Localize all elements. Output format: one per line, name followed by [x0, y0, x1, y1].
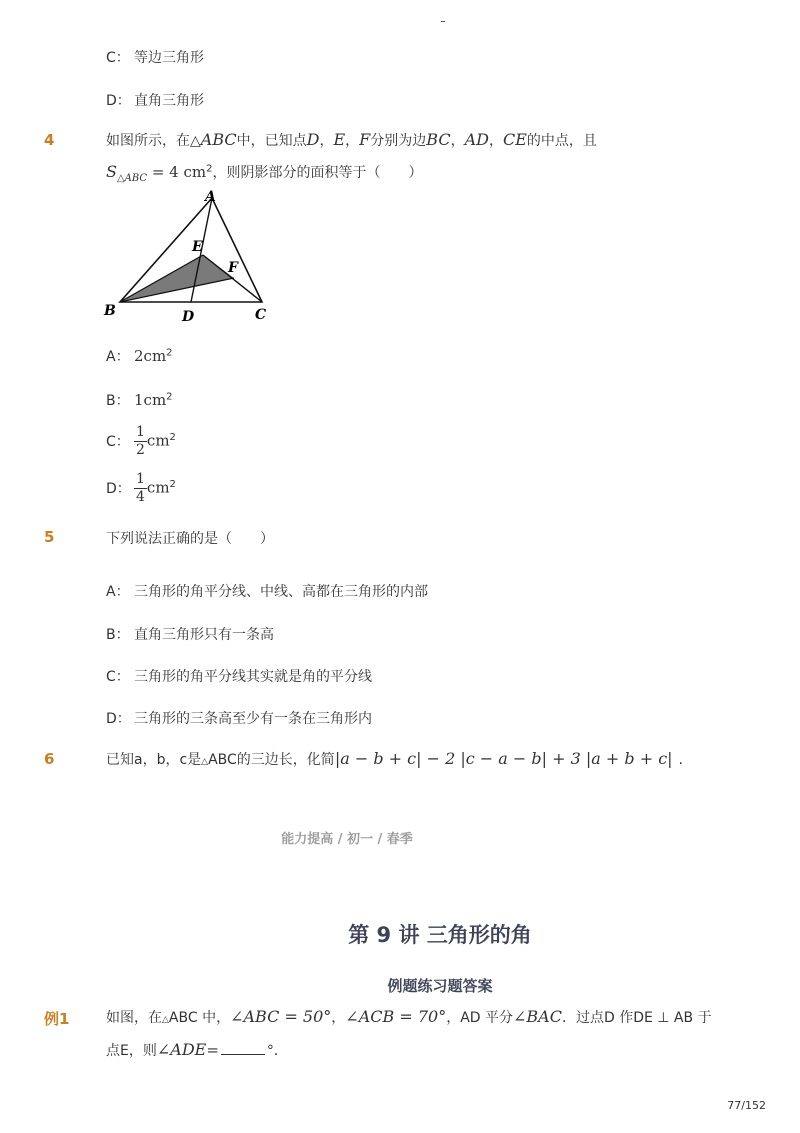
option-sup: 2	[166, 391, 173, 403]
option-letter: A：	[106, 584, 130, 600]
stem-text: .	[678, 752, 683, 768]
comma: ，	[319, 133, 334, 149]
option-c[interactable]	[106, 666, 372, 686]
question-6-stem	[106, 749, 683, 769]
option-sup: 2	[169, 431, 176, 443]
stem-text: 分别为边	[370, 133, 427, 149]
option-letter: D：	[106, 480, 131, 497]
option-letter: D：	[106, 711, 131, 727]
option-unit: cm	[146, 431, 170, 450]
comma: ，	[331, 1010, 346, 1026]
math-bc: BC	[426, 130, 451, 149]
option-text: 三角形的三条高至少有一条在三角形内	[134, 711, 372, 727]
math-d: D	[306, 130, 320, 149]
option-sup: 2	[169, 478, 176, 490]
numerator: 1	[136, 471, 145, 487]
question-number-6: 6	[44, 750, 55, 768]
example-1-line1	[106, 1007, 712, 1027]
option-letter: D：	[106, 93, 131, 109]
option-a[interactable]	[106, 346, 173, 366]
math-ce: CE	[502, 130, 527, 149]
option-letter: A：	[106, 349, 130, 365]
stem-text: 如图，在	[106, 1010, 162, 1026]
stem-text: 已知a，b，c是	[106, 752, 202, 768]
math-angle-bac: ∠BAC	[513, 1007, 562, 1026]
label-e: E	[192, 239, 203, 255]
option-text: 三角形的角平分线、中线、高都在三角形的内部	[134, 584, 428, 600]
option-unit: cm	[146, 478, 170, 497]
math-ad: AD	[464, 130, 489, 149]
denominator: 2	[136, 442, 145, 458]
shaded-region	[120, 255, 234, 302]
stem-text: ，AD 平分	[446, 1010, 514, 1026]
stem-text: 的中点，且	[526, 133, 597, 149]
comma: ，	[488, 133, 503, 149]
example-label: 例1	[44, 1010, 70, 1028]
section-title: 例题练习题答案	[387, 977, 493, 995]
label-a: A	[205, 189, 216, 205]
stem-text: ABC的三边长，化简	[208, 752, 335, 768]
stem-text: ABC 中，	[168, 1010, 231, 1026]
math-angle-abc: ∠ABC = 50°	[230, 1007, 332, 1026]
option-b[interactable]	[106, 390, 173, 410]
numerator: 1	[136, 424, 145, 440]
label-d: D	[182, 309, 195, 324]
math-area-sub: △ABC	[116, 172, 148, 184]
option-b[interactable]	[106, 624, 274, 644]
denominator: 4	[136, 489, 145, 505]
comma: ，	[450, 133, 465, 149]
option-d[interactable]	[106, 708, 372, 728]
page-footer: 能力提高 / 初一 / 春季	[281, 832, 413, 847]
option-d-prev[interactable]	[106, 90, 204, 110]
math-abc: ABC	[200, 130, 237, 149]
stem-text: 点E，则	[106, 1043, 157, 1059]
option-text: 直角三角形只有一条高	[134, 627, 274, 643]
label-b: B	[104, 303, 116, 319]
math-expression: |a − b + c| − 2 |c − a − b| + 3 |a + b + c|	[334, 749, 673, 768]
option-text: 三角形的角平分线其实就是角的平分线	[134, 669, 372, 685]
fraction	[134, 424, 147, 459]
option-letter: C：	[106, 669, 130, 685]
option-text: 直角三角形	[134, 93, 204, 109]
stem-text: ，则阴影部分的面积等于（ ）	[212, 165, 423, 181]
option-letter: C：	[106, 433, 130, 450]
math-angle-ade: ∠ADE	[156, 1040, 207, 1059]
top-mark	[441, 21, 445, 22]
option-value: 1cm	[134, 391, 167, 409]
stem-text: 中，已知点	[236, 133, 307, 149]
triangle-symbol: △	[162, 1015, 169, 1025]
stem-text: 如图所示，在△	[106, 133, 201, 149]
math-e: E	[333, 130, 346, 149]
question-4-stem-line1	[106, 130, 597, 150]
option-text: 等边三角形	[134, 50, 204, 66]
math-f: F	[359, 130, 371, 149]
label-f: F	[228, 260, 238, 276]
question-number-5: 5	[44, 528, 55, 546]
example-1-line2	[106, 1040, 288, 1060]
option-letter: C：	[106, 50, 130, 66]
option-letter: B：	[106, 627, 130, 643]
triangle-symbol: △	[201, 757, 209, 767]
stem-text: ．过点D 作DE ⊥ AB 于	[561, 1010, 712, 1026]
option-a[interactable]	[106, 581, 428, 601]
answer-blank[interactable]	[221, 1040, 265, 1055]
chapter-title: 第 9 讲 三角形的角	[348, 923, 532, 947]
option-c[interactable]	[106, 424, 176, 459]
comma: ，	[345, 133, 360, 149]
option-letter: B：	[106, 393, 130, 409]
question-4-stem-line2	[106, 162, 423, 184]
page-number: 77/152	[727, 1099, 766, 1112]
fraction	[134, 471, 147, 506]
option-c-prev[interactable]	[106, 47, 204, 67]
math-area-eq: = 4 cm	[147, 163, 207, 181]
option-sup: 2	[166, 347, 173, 359]
question-number-4: 4	[44, 131, 55, 149]
option-d[interactable]	[106, 471, 176, 506]
math-angle-acb: ∠ACB = 70°	[345, 1007, 447, 1026]
label-c: C	[255, 307, 267, 323]
equals-sign: =	[206, 1041, 219, 1059]
math-sq: 2	[206, 163, 213, 175]
option-value: 2cm	[134, 347, 167, 365]
stem-text: °．	[266, 1043, 288, 1059]
math-area-s: S	[106, 162, 117, 181]
triangle-figure	[100, 186, 280, 324]
question-5-stem: 下列说法正确的是（ ）	[106, 531, 274, 547]
